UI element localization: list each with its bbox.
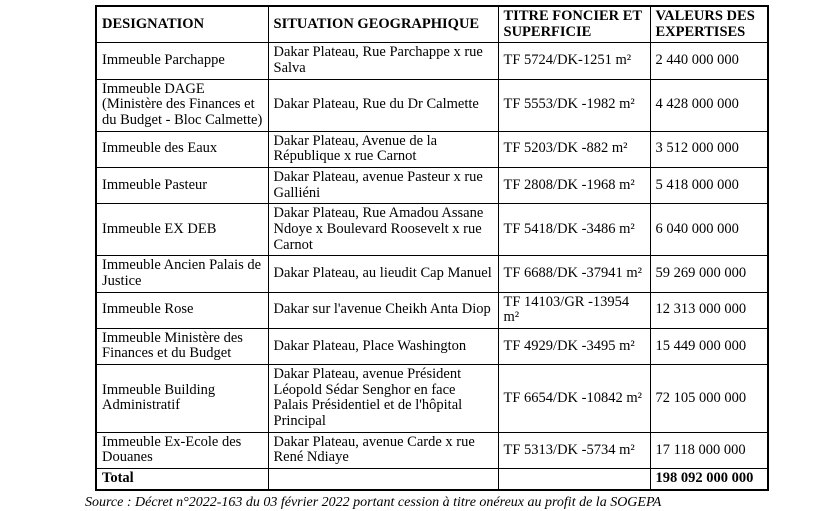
cell-titre: TF 5313/DK -5734 m²: [498, 432, 650, 468]
cell-situation: Dakar Plateau, au lieudit Cap Manuel: [268, 256, 498, 292]
cell-valeur: 12 313 000 000: [650, 292, 768, 328]
total-row: [96, 469, 768, 490]
cell-situation: Dakar Plateau, Place Washington: [268, 328, 498, 364]
cell-titre: TF 4929/DK -3495 m²: [498, 328, 650, 364]
cell-designation: Immeuble Ancien Palais de Justice: [96, 256, 268, 292]
cell-situation: Dakar Plateau, avenue Carde x rue René Ndiaye: [268, 432, 498, 468]
cell-designation: Immeuble DAGE (Ministère des Finances et du Budget - Bloc Calmette): [96, 79, 268, 131]
table-row: [96, 365, 768, 433]
total-empty-situation: [268, 469, 498, 490]
total-value: 198 092 000 000: [650, 469, 768, 490]
cell-valeur: 59 269 000 000: [650, 256, 768, 292]
cell-designation: Immeuble EX DEB: [96, 204, 268, 256]
cell-situation: Dakar Plateau, Rue du Dr Calmette: [268, 79, 498, 131]
cell-situation: Dakar Plateau, Rue Parchappe x rue Salva: [268, 43, 498, 79]
table-row: [96, 204, 768, 256]
table-row: [96, 292, 768, 328]
cell-titre: TF 6688/DK -37941 m²: [498, 256, 650, 292]
column-header-valeurs: VALEURS DES EXPERTISES: [650, 6, 768, 43]
total-label: Total: [96, 469, 268, 490]
cell-situation: Dakar Plateau, Rue Amadou Assane Ndoye x Boulevard Roosevelt x rue Carnot: [268, 204, 498, 256]
table-row: [96, 43, 768, 79]
cell-designation: Immeuble Ministère des Finances et du Budget: [96, 328, 268, 364]
cell-valeur: 72 105 000 000: [650, 365, 768, 433]
total-empty-titre: [498, 469, 650, 490]
column-header-designation: DESIGNATION: [96, 6, 268, 43]
column-header-situation: SITUATION GEOGRAPHIQUE: [268, 6, 498, 43]
cell-designation: Immeuble Ex-Ecole des Douanes: [96, 432, 268, 468]
cell-valeur: 3 512 000 000: [650, 131, 768, 167]
cell-situation: Dakar Plateau, avenue Président Léopold Sédar Senghor en face Palais Présidentiel et de l'hôpital Principal: [268, 365, 498, 433]
cell-titre: TF 2808/DK -1968 m²: [498, 167, 650, 203]
header-row: [96, 6, 768, 43]
cell-valeur: 6 040 000 000: [650, 204, 768, 256]
cell-valeur: 2 440 000 000: [650, 43, 768, 79]
column-header-titre: TITRE FONCIER ET SUPERFICIE: [498, 6, 650, 43]
cell-situation: Dakar sur l'avenue Cheikh Anta Diop: [268, 292, 498, 328]
cell-titre: TF 5418/DK -3486 m²: [498, 204, 650, 256]
table-row: [96, 131, 768, 167]
cell-designation: Immeuble Parchappe: [96, 43, 268, 79]
cell-situation: Dakar Plateau, Avenue de la République x rue Carnot: [268, 131, 498, 167]
cell-valeur: 17 118 000 000: [650, 432, 768, 468]
cell-designation: Immeuble des Eaux: [96, 131, 268, 167]
document-page: [85, 5, 769, 511]
cell-valeur: 4 428 000 000: [650, 79, 768, 131]
table-row: [96, 432, 768, 468]
cell-designation: Immeuble Pasteur: [96, 167, 268, 203]
cell-titre: TF 6654/DK -10842 m²: [498, 365, 650, 433]
cell-valeur: 15 449 000 000: [650, 328, 768, 364]
cell-valeur: 5 418 000 000: [650, 167, 768, 203]
cell-designation: Immeuble Building Administratif: [96, 365, 268, 433]
table-row: [96, 256, 768, 292]
table-row: [96, 328, 768, 364]
cell-titre: TF 5553/DK -1982 m²: [498, 79, 650, 131]
source-note: Source : Décret n°2022-163 du 03 février 2022 portant cession à titre onéreux au profit de la SOGEPA: [85, 494, 662, 510]
cell-designation: Immeuble Rose: [96, 292, 268, 328]
cell-titre: TF 14103/GR -13954 m²: [498, 292, 650, 328]
cell-titre: TF 5203/DK -882 m²: [498, 131, 650, 167]
table-row: [96, 79, 768, 131]
cell-situation: Dakar Plateau, avenue Pasteur x rue Galliéni: [268, 167, 498, 203]
valuation-table: [95, 5, 769, 491]
cell-titre: TF 5724/DK-1251 m²: [498, 43, 650, 79]
table-row: [96, 167, 768, 203]
